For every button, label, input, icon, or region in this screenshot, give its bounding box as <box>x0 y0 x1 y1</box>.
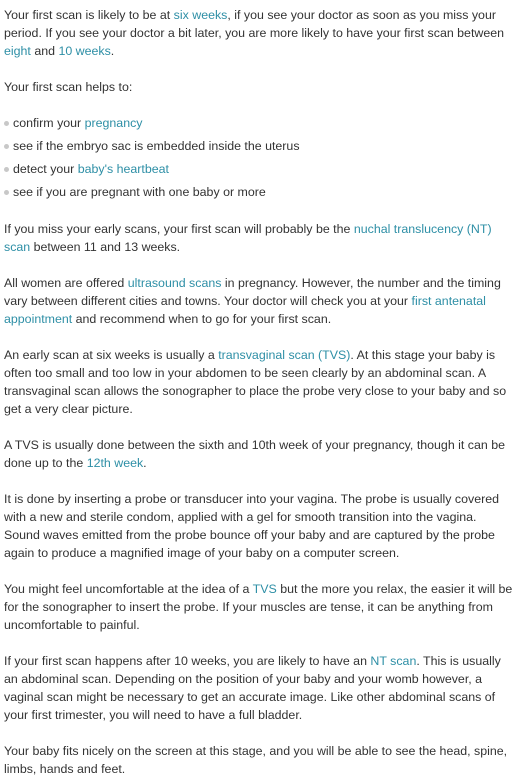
bullet-icon <box>4 121 9 126</box>
link-eight-weeks[interactable]: eight <box>4 44 31 58</box>
link-pregnancy[interactable]: pregnancy <box>84 116 143 130</box>
paragraph-text: Your baby fits nicely on the screen at this stage, and you will be able to see the head, spine, limbs, hands and feet. <box>4 744 508 776</box>
paragraph-text: but the more you relax, the easier it will be for the sonographer to insert the probe. If your muscles are tense, it can be anything from uncomfortable to painful. <box>4 582 513 632</box>
paragraph-text: between 11 and 13 weeks. <box>30 240 181 254</box>
bullet-icon <box>4 144 9 149</box>
paragraph-early-scan-tvs <box>4 346 515 418</box>
link-transvaginal-scan[interactable]: transvaginal scan (TVS) <box>218 348 351 362</box>
paragraph-text: and recommend when to go for your first scan. <box>72 312 332 326</box>
paragraph-text: A TVS is usually done between the sixth and 10th week of your pregnancy, though it can be done up to the <box>4 438 505 470</box>
list-item-text: detect your <box>13 162 78 176</box>
paragraph-scan-helps-intro <box>4 78 515 96</box>
link-six-weeks[interactable]: six weeks <box>173 8 228 22</box>
link-nt-scan[interactable]: nuchal translucency (NT) scan <box>4 222 492 254</box>
list-item <box>4 114 515 132</box>
list-item <box>4 160 515 178</box>
paragraph-text: . <box>143 456 147 470</box>
list-item-text: see if you are pregnant with one baby or more <box>13 185 266 199</box>
link-babys-heartbeat[interactable]: baby's heartbeat <box>77 162 169 176</box>
paragraph-text: . <box>110 44 115 58</box>
list-item-text: see if the embryo sac is embedded inside the uterus <box>13 139 300 153</box>
paragraph-text: . This is usually an abdominal scan. Depending on the position of your baby and your womb however, a vaginal scan might be necessary to get an accurate image. Like other abdominal scans of your first trimester, you will need to have a full bladder. <box>4 654 501 722</box>
paragraph-text: All women are offered <box>4 276 128 290</box>
paragraph-tvs-procedure <box>4 490 515 562</box>
link-nt-scan-2[interactable]: NT scan <box>370 654 417 668</box>
list-item <box>4 183 515 201</box>
paragraph-text: An early scan at six weeks is usually a <box>4 348 219 362</box>
paragraph-text: Your first scan helps to: <box>4 80 133 94</box>
paragraph-text: You might feel uncomfortable at the idea of a <box>4 582 253 596</box>
paragraph-text: If your first scan happens after 10 weeks, you are likely to have an <box>4 654 371 668</box>
bullet-icon <box>4 167 9 172</box>
paragraph-after-10-weeks <box>4 652 515 724</box>
paragraph-baby-on-screen <box>4 742 515 778</box>
list-item <box>4 137 515 155</box>
paragraph-text: Your first scan is likely to be at <box>4 8 174 22</box>
paragraph-text: and <box>30 44 59 58</box>
list-item-text: confirm your <box>13 116 85 130</box>
link-ultrasound-scans[interactable]: ultrasound scans <box>127 276 222 290</box>
bullet-icon <box>4 190 9 195</box>
paragraph-first-scan-timing <box>4 6 515 60</box>
paragraph-text: in pregnancy. However, the number and the timing vary between different cities and towns. Your doctor will check you at your <box>4 276 501 308</box>
scan-purpose-list <box>4 114 515 201</box>
paragraph-text: . At this stage your baby is often too small and too low in your abdomen to be seen clearly by an abdominal scan. A transvaginal scan allows the sonographer to place the probe very close to your baby and so get a very clear picture. <box>4 348 507 416</box>
link-12th-week[interactable]: 12th week <box>86 456 144 470</box>
paragraph-tvs-comfort <box>4 580 515 634</box>
paragraph-text: If you miss your early scans, your first scan will probably be the <box>4 222 354 236</box>
paragraph-text: It is done by inserting a probe or transducer into your vagina. The probe is usually covered with a new and sterile condom, applied with a gel for smooth transition into the vagina. Sound waves emitted from the probe bounce off your baby and are captured by the probe again to produce a magnified image of your baby on a computer screen. <box>4 492 499 560</box>
paragraph-text: , if you see your doctor as soon as you miss your period. If you see your doctor a bit later, you are more likely to have your first scan between <box>4 8 505 40</box>
link-tvs[interactable]: TVS <box>252 582 277 596</box>
link-first-antenatal-appointment[interactable]: first antenatal appointment <box>4 294 486 326</box>
paragraph-ultrasound-offered <box>4 274 515 328</box>
paragraph-missed-early-scans <box>4 220 515 256</box>
link-10-weeks[interactable]: 10 weeks <box>58 44 111 58</box>
paragraph-tvs-timing <box>4 436 515 472</box>
